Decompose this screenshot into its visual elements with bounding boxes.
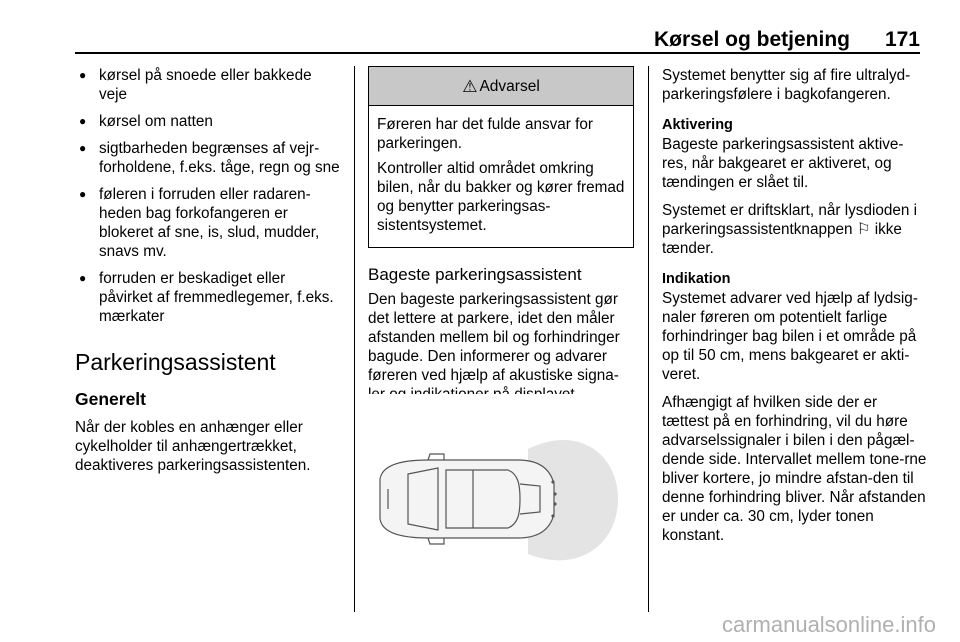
car-diagram [368,394,634,602]
activation-text-2: Systemet er driftsklart, når lysdioden i parkeringsassistentknappen ⚐ ikke tænder. [662,202,918,257]
warning-title: Advarsel [479,77,540,95]
warning-body [369,106,633,247]
warning-text-2: Kontroller altid området omkring bilen, når du bakker og kører fremad og benytter parkeringsas-sistentsystemet. [377,160,625,234]
column-divider [354,66,355,612]
list-item: ● kørsel på snoede eller bakkede veje [75,66,343,104]
column-left [75,66,343,484]
section-title: Parkeringsassistent [75,349,276,375]
page-number: 171 [884,28,920,51]
column-right [662,66,928,554]
list-item: ● sigtbarheden begrænses af vejr-forholdene, f.eks. tåge, regn og sne [75,139,343,177]
warning-header [369,67,633,106]
column-middle [368,66,634,413]
sensor-intro: Systemet benytter sig af fire ultralyd-parkeringsfølere i bagkofangeren. [662,67,911,103]
chapter-title: Kørsel og betjening [653,28,850,51]
column-divider [648,66,649,612]
list-item: ● forruden er beskadiget eller påvirket af fremmedlegemer, f.eks. mærkater [75,269,343,326]
trailer-paragraph: Når der kobles en anhænger eller cykelholder til anhængertrækket, deaktiveres parkeringsassistenten. [75,419,311,474]
parking-sensor-illustration [368,394,634,602]
activation-text-1: Bageste parkeringsassistent aktive-res, når bakgearet er aktiveret, og tændingen er slået til. [662,136,904,191]
condition-list [75,66,343,326]
car-outline [380,454,554,544]
indication-label: Indikation [662,271,731,287]
rear-assist-paragraph: Den bageste parkeringsassistent gør det lettere at parkere, idet den måler afstanden mellem bil og forhindringer bagude. Den informerer og advarer føreren ved hjælp af akustiske signa- [368,291,620,384]
watermark: carmanualsonline.info [721,612,936,637]
rear-assist-heading: Bageste parkeringsassistent [368,265,582,284]
subheading-general: Generelt [75,389,146,409]
indication-text-2: Afhængigt af hvilken side der er tættest på en forhindring, vil du høre advarselssignaler i bilen i den pågæl-dende side. Intervallet mellem tone-rne bliver kortere, jo mindre afstan-den til denne forhindring bliver. Når afstanden er under ca. 30 cm, lyder tonen konstant. [662,394,927,544]
activation-label: Aktivering [662,117,733,133]
warning-triangle-icon: ⚠ [462,76,478,96]
list-item: ● føleren i forruden eller radaren-heden bag forkofangeren er blokeret af sne, is, slud, mudder, snavs mv. [75,185,343,261]
warning-text-1: Føreren har det fulde ansvar for parkeringen. [377,116,593,152]
list-item: ● kørsel om natten [75,112,343,131]
page-header [75,28,920,54]
warning-box [368,66,634,248]
indication-text-1: Systemet advarer ved hjælp af lydsig-naler føreren om potentielt farlige forhindringer bag bilen i et område på op til 50 cm, mens bakgearet er akti-veret. [662,290,918,383]
